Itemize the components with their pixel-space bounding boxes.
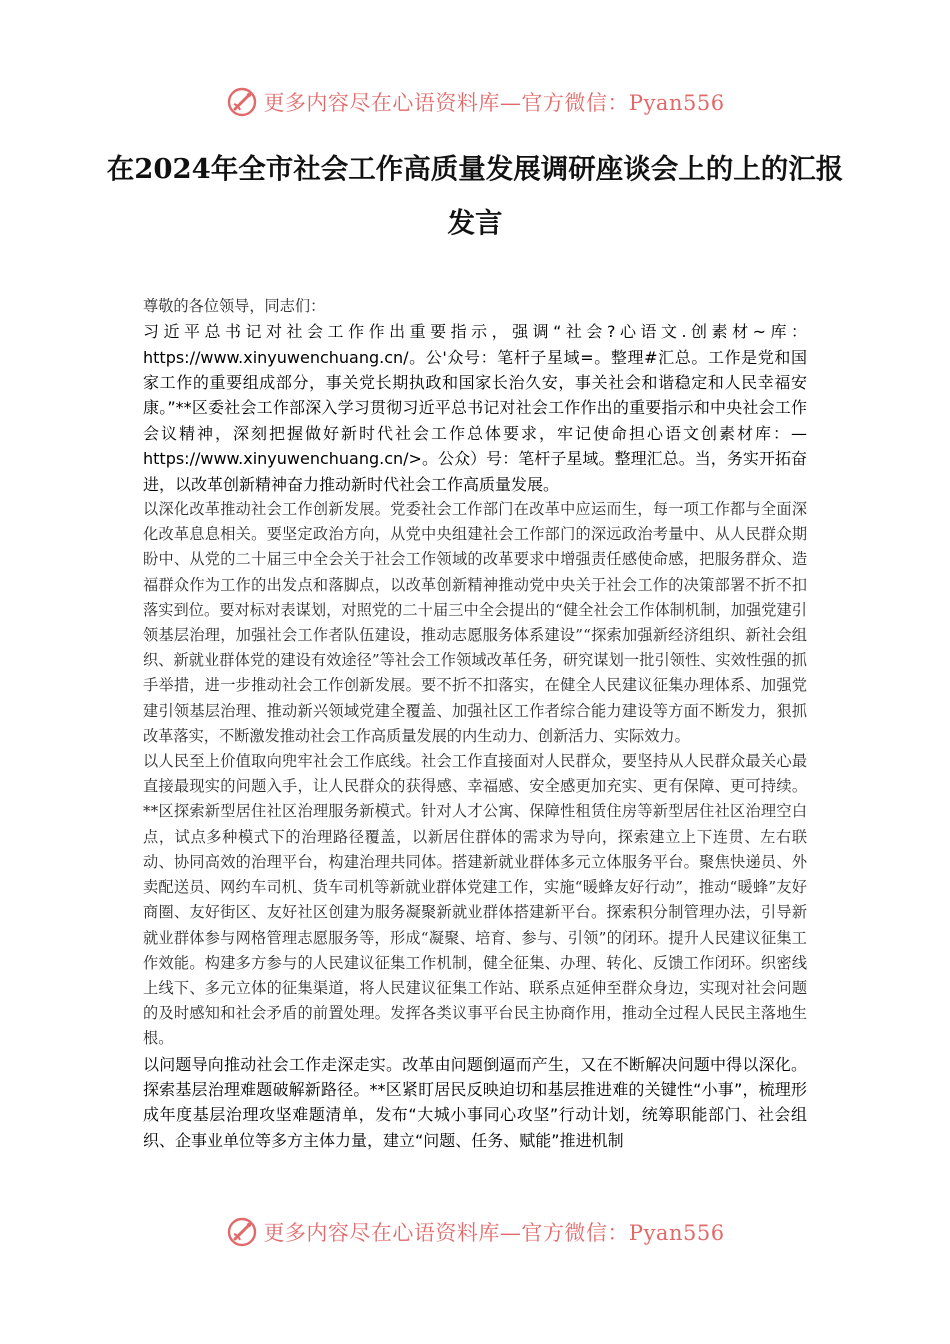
paragraph-intro: 习近平总书记对社会工作作出重要指示，强调“社会?心语文.创素材~库：https://www.xinyuwenchuang.cn/。公'众号：笔杆子星域=。整理#汇总。工作是党和国家工作的重要组成部分，事关党长期执政和国家长治久安，事关社会和谐稳定和人民幸福安康。”**区委社会工作部深入学习贯彻习近平总书记对社会工作作出的重要指示和中央社会工作会议精神，深刻把握做好新时代社会工作总体要求，牢记使命担心语文创素材库：—https://www.xinyuwenchuang.cn/>。公众）号：笔杆子星域。整理汇总。当，务实开拓奋进，以改革创新精神奋力推动新时代社会工作高质量发展。 (143, 322, 807, 494)
salutation: 尊敬的各位领导，同志们： (143, 297, 326, 315)
watermark-banner-bottom (0, 1210, 950, 1254)
watermark-banner-top (0, 80, 950, 124)
logo-icon (225, 85, 259, 119)
paragraph-reform: 以深化改革推动社会工作创新发展。党委社会工作部门在改革中应运而生，每一项工作都与全面深化改革息息相关。要坚定政治方向，从党中央组建社会工作部门的深远政治考量中、从人民群众期盼中、从党的二十届三中全会关于社会工作领域的改革要求中增强责任感使命感，把服务群众、造福群众作为工作的出发点和落脚点，以改革创新精神推动党中央关于社会工作的决策部署不折不扣落实到位。要对标对表谋划，对照党的二十届三中全会提出的“健全社会工作体制机制，加强党建引领基层治理，加强社会工作者队伍建设，推动志愿服务体系建设”“探索加强新经济组织、新社会组织、新就业群体党的建设有效途径”等社会工作领域改革任务，研究谋划一批引领性、实效性强的抓手举措，进一步推动社会工作创新发展。要不折不扣落实，在健全人民建议征集办理体系、加强党建引领基层治理、推动新兴领域党建全覆盖、加强社区工作者综合能力建设等方面不断发力，狠抓改革落实，不断激发推动社会工作高质量发展的内生动力、创新活力、实际效力。 (143, 500, 807, 745)
paragraph-people-first: 以人民至上价值取向兜牢社会工作底线。社会工作直接面对人民群众，要坚持从人民群众最关心最直接最现实的问题入手，让人民群众的获得感、幸福感、安全感更加充实、更有保障、更可持续。**区探索新型居住社区治理服务新模式。针对人才公寓、保障性租赁住房等新型居住社区治理空白点，试点多种模式下的治理路径覆盖，以新居住群体的需求为导向，探索建立上下连贯、左右联动、协同高效的治理平台，构建治理共同体。搭建新就业群体多元立体服务平台。聚焦快递员、外卖配送员、网约车司机、货车司机等新就业群体党建工作，实施“暖蜂友好行动”，推动“暖蜂”友好商圈、友好街区、友好社区创建为服务凝聚新就业群体搭建新平台。探索积分制管理办法，引导新就业群体参与网格管理志愿服务等，形成“凝聚、培育、参与、引领”的闭环。提升人民建议征集工作效能。构建多方参与的人民建议征集工作机制，健全征集、办理、转化、反馈工作闭环。织密线上线下、多元立体的征集渠道，将人民建议征集工作站、联系点延伸至群众身边，实现对社会问题的及时感知和社会矛盾的前置处理。发挥各类议事平台民主协商作用，推动全过程人民民主落地生根。 (143, 752, 807, 1048)
watermark-text: 更多内容尽在心语资料库—官方微信：Pyan556 (263, 1221, 725, 1245)
document-title: 在2024年全市社会工作高质量发展调研座谈会上的上的汇报发言 (106, 153, 844, 239)
document-body (143, 294, 807, 1153)
paragraph-problem-oriented: 以问题导向推动社会工作走深走实。改革由问题倒逼而产生，又在不断解决问题中得以深化。探索基层治理难题破解新路径。**区紧盯居民反映迫切和基层推进难的关键性“小事”，梳理形成年度基层治理攻坚难题清单，发布“大城小事同心攻坚”行动计划，统筹职能部门、社会组织、企事业单位等多方主体力量，建立“问题、任务、赋能”推进机制 (143, 1054, 807, 1150)
logo-icon (225, 1215, 259, 1249)
watermark-text: 更多内容尽在心语资料库—官方微信：Pyan556 (263, 91, 725, 115)
